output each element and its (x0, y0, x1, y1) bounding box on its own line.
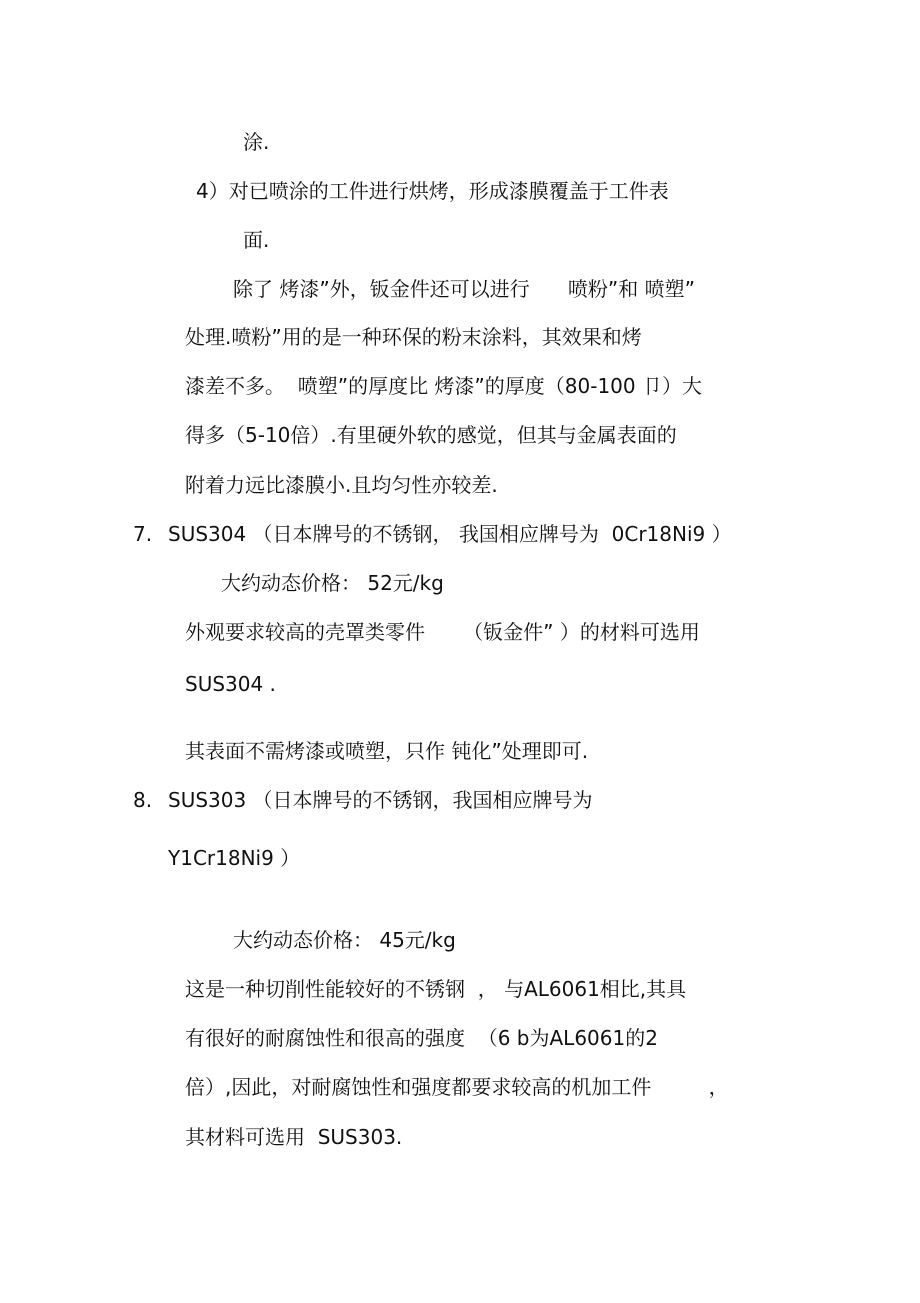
text-line: 其材料可选用 SUS303. (185, 1125, 403, 1149)
list-item-heading: SUS303 （日本牌号的不锈钢，我国相应牌号为 (168, 788, 593, 812)
text-line: SUS304 . (185, 672, 276, 696)
text-line: 有很好的耐腐蚀性和很高的强度 （6 b为AL6061的2 (185, 1026, 658, 1050)
text-line: 涂. (243, 130, 270, 154)
list-item-number: 7. (133, 522, 153, 546)
price-line: 大约动态价格： 52元/kg (221, 571, 444, 595)
text-line: 附着力远比漆膜小.且均匀性亦较差. (185, 473, 498, 497)
text-line: 外观要求较高的壳罩类零件 （钣金件” ）的材料可选用 (185, 620, 700, 644)
text-line: 除了 烤漆”外，钣金件还可以进行 喷粉”和 喷塑” (233, 277, 695, 301)
price-line: 大约动态价格： 45元/kg (233, 928, 456, 952)
text-line: 面. (243, 228, 270, 252)
text-line: 处理.喷粉”用的是一种环保的粉末涂料，其效果和烤 (185, 325, 642, 349)
text-line: 漆差不多。 喷塑”的厚度比 烤漆”的厚度（80-100 卩）大 (185, 374, 702, 398)
list-item-number: 8. (133, 788, 153, 812)
text-line: 其表面不需烤漆或喷塑，只作 钝化”处理即可. (185, 739, 589, 763)
text-line: 倍）,因此，对耐腐蚀性和强度都要求较高的机加工件 ， (185, 1075, 729, 1099)
text-line: 4）对已喷涂的工件进行烘烤，形成漆膜覆盖于工件表 (196, 179, 669, 203)
list-item-heading: SUS304 （日本牌号的不锈钢， 我国相应牌号为 0Cr18Ni9 ） (168, 522, 732, 546)
text-line: Y1Cr18Ni9 ） (168, 846, 301, 870)
text-line: 得多（5-10倍）.有里硬外软的感觉，但其与金属表面的 (185, 423, 677, 447)
text-line: 这是一种切削性能较好的不锈钢 ， 与AL6061相比,其具 (185, 977, 687, 1001)
